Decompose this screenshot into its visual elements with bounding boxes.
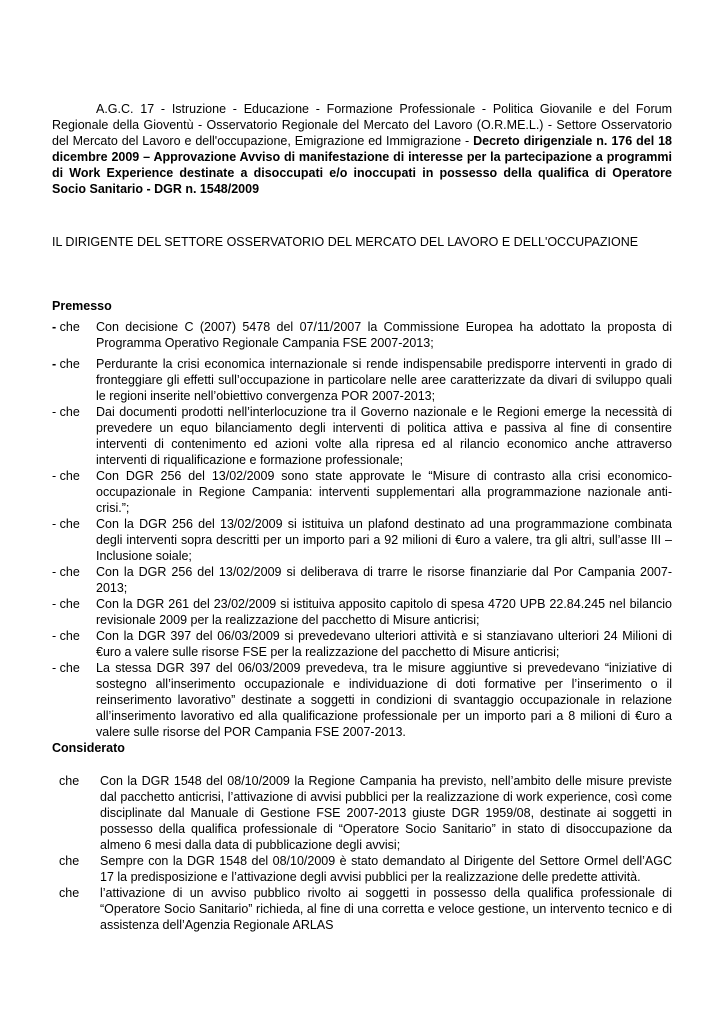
- item-text: Con DGR 256 del 13/02/2009 sono state approvate le “Misure di contrasto alla crisi economico-occupazionale in Regione Campania: interventi supplementari alla programmazione nazionale anti-crisi.”;: [96, 469, 672, 515]
- item-marker: - che: [52, 517, 80, 531]
- premesso-item: [52, 516, 672, 564]
- item-text: Dai documenti prodotti nell’interlocuzione tra il Governo nazionale e le Regioni emerge la necessità di prevedere un equo bilanciamento degli interventi di politica attiva e passiva al fine di consentire interventi di contenimento ed azioni volte alla ripresa ed al rilancio economico anche attraverso interventi di riqualificazione e formazione professionale;: [96, 405, 672, 467]
- premesso-item: [52, 660, 672, 740]
- premesso-item: [52, 596, 672, 628]
- item-text: l’attivazione di un avviso pubblico rivolto ai soggetti in possesso della qualifica professionale di “Operatore Socio Sanitario” richieda, al fine di una corretta e veloce gestione, un intervento tecnico e di assistenza dell’Agenzia Regionale ARLAS: [100, 886, 672, 932]
- item-text: Con la DGR 1548 del 08/10/2009 la Regione Campania ha previsto, nell’ambito delle misure previste dal pacchetto anticrisi, l’attivazione di avvisi pubblici per la realizzazione di work experience, così come disciplinate dal Manuale di Gestione FSE 2007-2013 giuste DGR 1959/08, destinate ai soggetti in possesso della qualifica professionale di “Operatore Socio Sanitario” in stato di disoccupazione da almeno 6 mesi dalla data di pubblicazione degli avvisi;: [100, 774, 672, 852]
- item-marker: - che: [52, 597, 80, 611]
- item-marker: - che: [52, 320, 80, 334]
- heading-plain-text: A.G.C. 17 - Istruzione - Educazione - Formazione Professionale - Politica Giovanile e del Forum Regionale della Gioventù - Osservatorio Regionale del Mercato del Lavoro (O.R.ME.L.) - Settore Osservatorio del Mercato del Lavoro e dell'occupazione, Emigrazione ed Immigrazione -: [52, 102, 672, 148]
- item-marker: - che: [52, 405, 80, 419]
- item-text: Con la DGR 261 del 23/02/2009 si istituiva apposito capitolo di spesa 4720 UPB 22.84.245 nel bilancio revisionale 2009 per la realizzazione del pacchetto di Misure anticrisi;: [96, 597, 672, 627]
- premesso-list: [52, 319, 672, 740]
- item-marker: - che: [52, 565, 80, 579]
- item-text: Perdurante la crisi economica internazionale si rende indispensabile predisporre interventi in grado di fronteggiare gli effetti sull’occupazione in particolare nelle aree caratterizzate da divari di sviluppo quali le regioni inserite nell’obiettivo convergenza POR 2007-2013;: [96, 357, 672, 403]
- item-marker: - che: [52, 629, 80, 643]
- item-text: Con la DGR 397 del 06/03/2009 si prevedevano ulteriori attività e si stanziavano ulteriori 24 Milioni di €uro a valere sulle risorse FSE per la realizzazione del pacchetto di Misure anticrisi;: [96, 629, 672, 659]
- item-text: Con decisione C (2007) 5478 del 07/11/2007 la Commissione Europea ha adottato la proposta di Programma Operativo Regionale Campania FSE 2007-2013;: [96, 320, 672, 350]
- document-heading: [52, 101, 672, 197]
- premesso-item: [52, 404, 672, 468]
- item-marker: - che: [52, 661, 80, 675]
- item-marker: che: [59, 854, 80, 868]
- item-marker: - che: [52, 357, 80, 371]
- considerato-heading: Considerato: [52, 741, 125, 755]
- premesso-item: [52, 628, 672, 660]
- item-marker: - che: [52, 469, 80, 483]
- considerato-list: [52, 773, 672, 933]
- item-text: La stessa DGR 397 del 06/03/2009 prevedeva, tra le misure aggiuntive si prevedevano “iniziative di sostegno all’inserimento occupazionale e individuazione di doti formative per l’inserimento o il reinserimento lavorativo” destinate a soggetti in condizioni di svantaggio occupazionale in relazione all’inserimento lavorativo ed alla qualificazione professionale per un importo pari a 8 milioni di €uro a valere sulle risorse del POR Campania FSE 2007-2013.: [96, 661, 672, 739]
- item-text: Con la DGR 256 del 13/02/2009 si istituiva un plafond destinato ad una programmazione combinata degli interventi sopra descritti per un importo pari a 92 milioni di €uro a valere, tra gli altri, sull’asse III – Inclusione soiale;: [96, 517, 672, 563]
- considerato-item: [52, 885, 672, 933]
- item-text: Con la DGR 256 del 13/02/2009 si deliberava di trarre le risorse finanziarie dal Por Campania 2007-2013;: [96, 565, 672, 595]
- item-marker: che: [59, 886, 80, 900]
- premesso-item: [52, 356, 672, 404]
- considerato-item: [52, 773, 672, 853]
- premesso-heading: Premesso: [52, 299, 112, 313]
- item-marker: che: [59, 774, 80, 788]
- considerato-item: [52, 853, 672, 885]
- heading-bold-text: Decreto dirigenziale n. 176 del 18 dicembre 2009 – Approvazione Avviso di manifestazione di interesse per la partecipazione a programmi di Work Experience destinate a disoccupati e/o inoccupati in possesso della qualifica di Operatore Socio Sanitario - DGR n. 1548/2009: [52, 134, 672, 196]
- dirigente-line: IL DIRIGENTE DEL SETTORE OSSERVATORIO DEL MERCATO DEL LAVORO E DELL'OCCUPAZIONE: [52, 235, 639, 249]
- item-text: Sempre con la DGR 1548 del 08/10/2009 è stato demandato al Dirigente del Settore Ormel dell’AGC 17 la predisposizione e l’attivazione degli avvisi pubblici per la realizzazione delle predette attività.: [100, 854, 672, 884]
- premesso-item: [52, 319, 672, 351]
- premesso-item: [52, 564, 672, 596]
- premesso-item: [52, 468, 672, 516]
